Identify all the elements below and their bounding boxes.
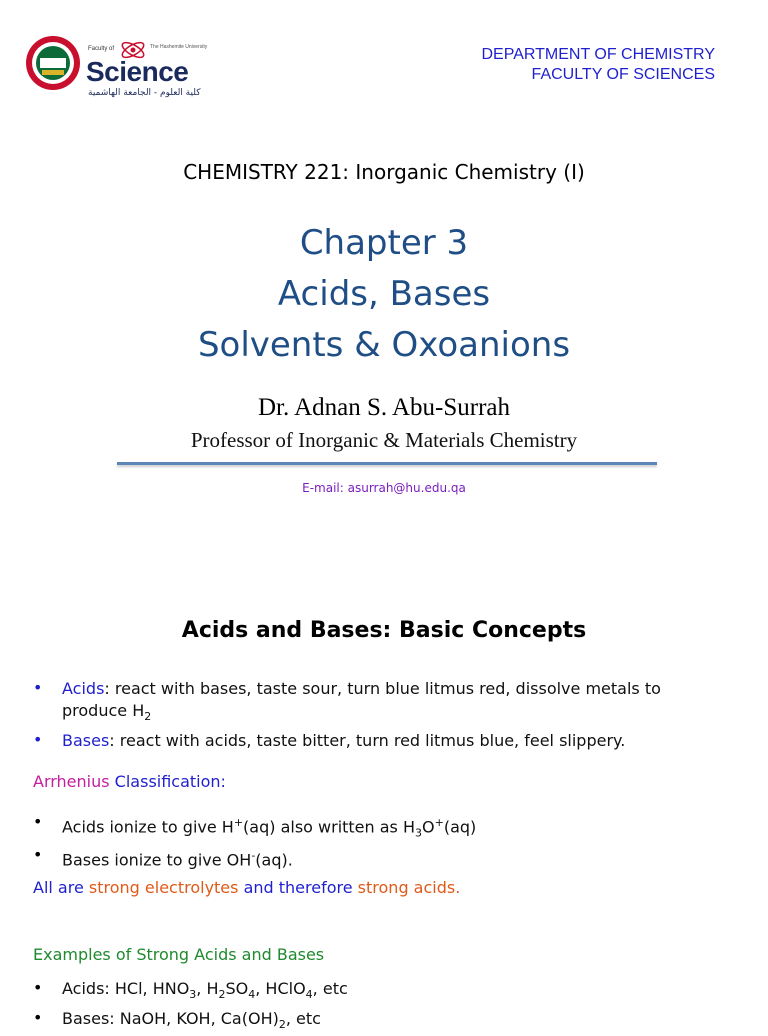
- highlight-text: strong electrolytes: [88, 878, 239, 897]
- bases-term: Bases: [62, 731, 110, 750]
- text: , HClO: [255, 979, 306, 998]
- acids-text: : react with bases, taste sour, turn blue litmus red, dissolve metals to: [104, 679, 661, 698]
- text: All are: [33, 878, 89, 897]
- bullet: •: [33, 1008, 43, 1027]
- author-email: E-mail: asurrah@hu.edu.qa: [302, 481, 466, 495]
- acids-term: Acids: [62, 679, 105, 698]
- subscript: 3: [189, 988, 197, 1002]
- strong-bases-examples: [62, 1008, 321, 1036]
- subscript: 2: [144, 710, 152, 724]
- text: O: [422, 817, 435, 837]
- text: , etc: [285, 1009, 321, 1028]
- text: (aq).: [255, 850, 293, 870]
- chapter-title: [0, 218, 768, 371]
- text: Bases: NaOH, KOH, Ca(OH): [62, 1009, 279, 1028]
- section-heading: Acids and Bases: Basic Concepts: [181, 618, 587, 643]
- logo-faculty-label: Faculty of: [88, 46, 115, 52]
- faculty-line: FACULTY OF SCIENCES: [531, 66, 715, 83]
- text: , H: [196, 979, 219, 998]
- course-title: CHEMISTRY 221: Inorganic Chemistry (I): [183, 160, 585, 184]
- bullet: •: [33, 678, 43, 697]
- logo-university-label: The Hashemite University: [150, 44, 208, 50]
- text: and therefore: [238, 878, 358, 897]
- logo-wordmark: Science: [86, 56, 189, 87]
- arrhenius-heading: [33, 772, 226, 791]
- classification-word: Classification:: [109, 772, 226, 791]
- bullet: •: [33, 978, 43, 997]
- bases-text: : react with acids, taste bitter, turn red litmus blue, feel slippery.: [109, 731, 626, 750]
- superscript: -: [251, 849, 256, 862]
- text: .: [455, 878, 461, 897]
- superscript: +: [434, 816, 444, 829]
- author-position: Professor of Inorganic & Materials Chemistry: [190, 428, 578, 452]
- subscript: 2: [278, 1018, 286, 1032]
- text: Acids: HCl, HNO: [62, 979, 190, 998]
- text: (aq): [443, 817, 477, 837]
- bullet: •: [33, 812, 43, 831]
- chapter-subtitle-2: Solvents & Oxoanions: [197, 325, 571, 365]
- chapter-number: Chapter 3: [299, 223, 469, 263]
- text: Acids ionize to give H: [62, 817, 234, 837]
- examples-heading: Examples of Strong Acids and Bases: [33, 945, 325, 964]
- superscript: +: [233, 816, 244, 829]
- strong-electrolytes-statement: [33, 878, 460, 897]
- department-line: DEPARTMENT OF CHEMISTRY: [481, 46, 715, 63]
- text: Bases ionize to give OH: [62, 850, 252, 870]
- subscript: 3: [415, 826, 423, 840]
- text: SO: [225, 979, 249, 998]
- bases-definition: [62, 730, 625, 752]
- logo-arabic-text: كلية العلوم - الجامعة الهاشمية: [88, 88, 201, 98]
- highlight-text: strong acids: [357, 878, 456, 897]
- subscript: 4: [305, 988, 313, 1002]
- base-ionization: [62, 845, 293, 871]
- department-header: [481, 45, 715, 85]
- bullet: •: [33, 845, 43, 864]
- divider-rule: [117, 462, 657, 465]
- subscript: 4: [248, 988, 256, 1002]
- acids-definition: [62, 678, 742, 728]
- chapter-subtitle-1: Acids, Bases: [277, 274, 491, 314]
- text: , etc: [312, 979, 348, 998]
- strong-acids-examples: [62, 978, 348, 1006]
- text: (aq) also written as H: [243, 817, 416, 837]
- subscript: 2: [218, 988, 226, 1002]
- acids-text-2: produce H: [62, 701, 145, 720]
- acid-ionization: [62, 812, 476, 845]
- bullet: •: [33, 730, 43, 749]
- arrhenius-word: Arrhenius: [33, 772, 110, 791]
- author-name: Dr. Adnan S. Abu-Surrah: [257, 394, 511, 421]
